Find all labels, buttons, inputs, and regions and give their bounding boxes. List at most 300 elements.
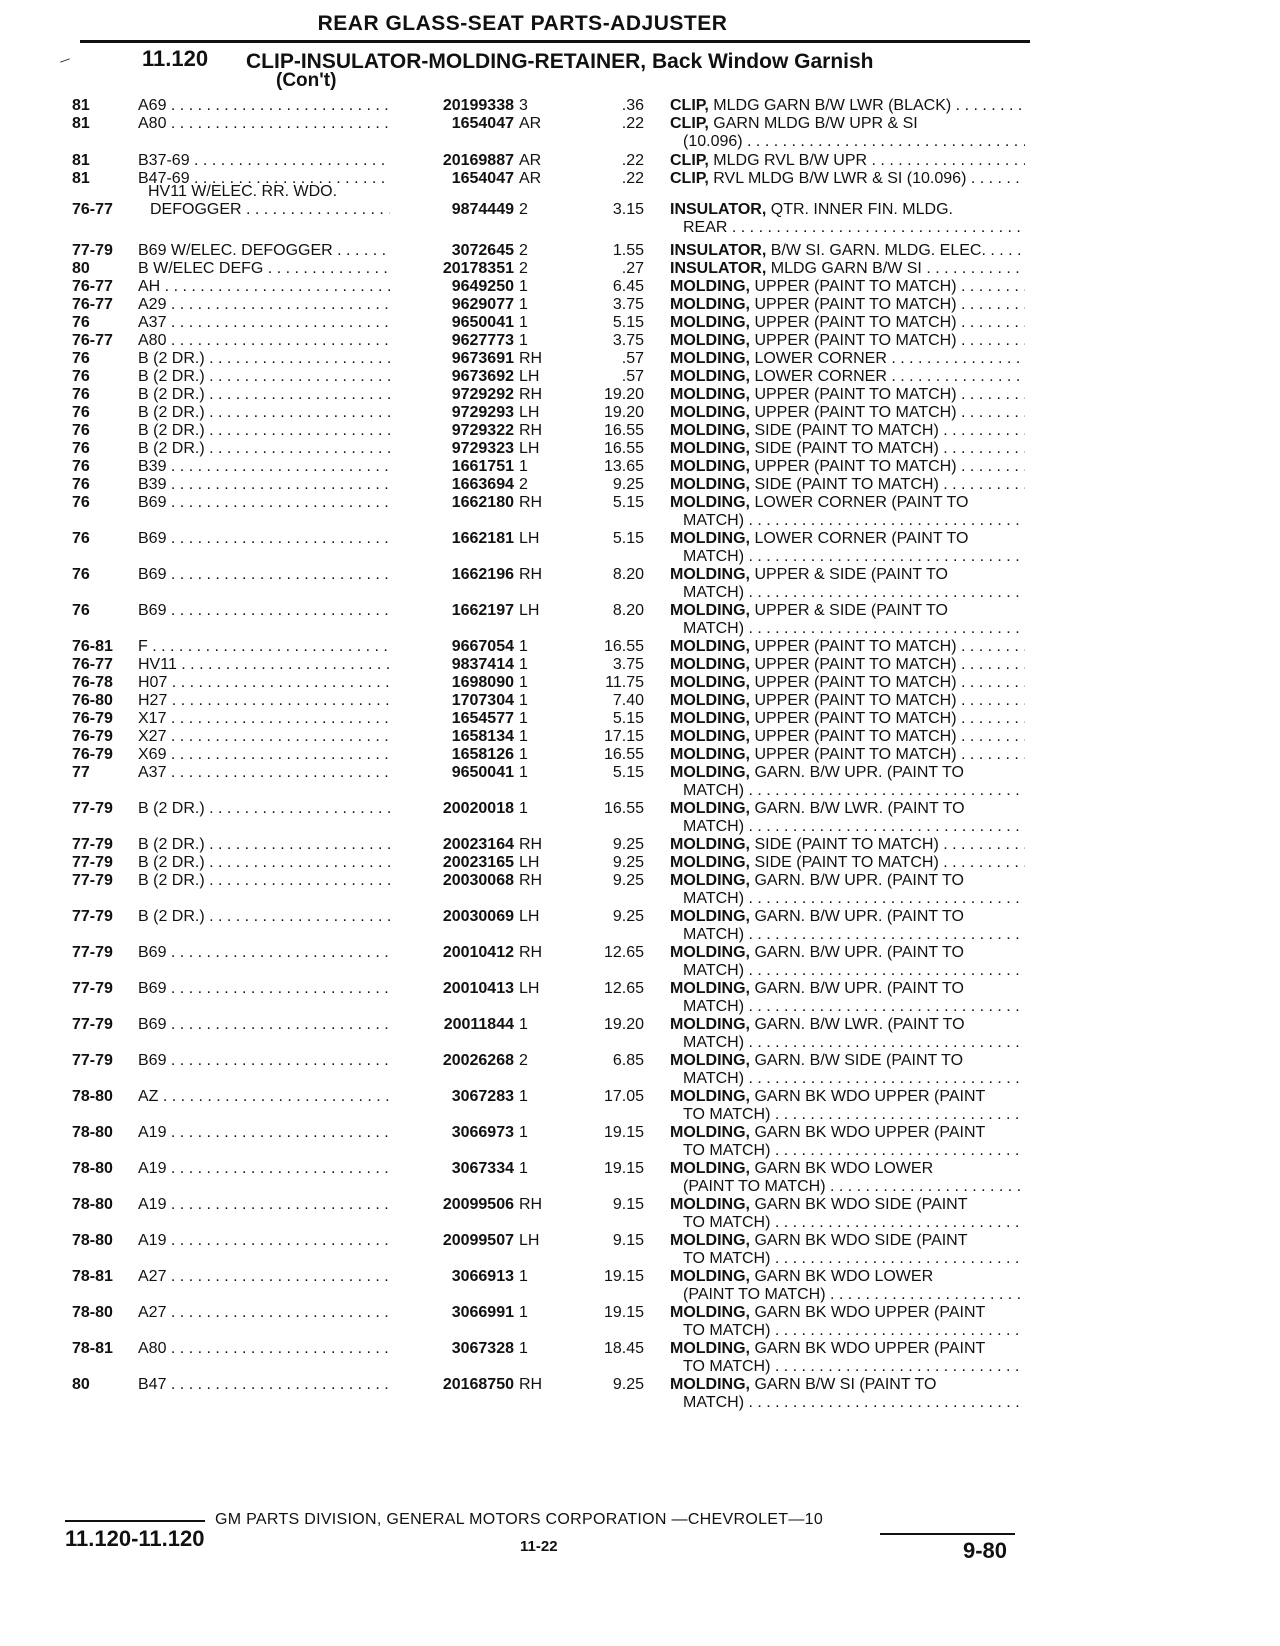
row-description [670,404,1025,422]
row-description-text: UPPER (PAINT TO MATCH) [754,710,957,727]
row-price: 19.20 [603,1016,644,1033]
footer-section-range: 11.120-11.120 [65,1526,205,1551]
row-price: 12.65 [603,980,644,997]
row-year: 76 [72,458,90,475]
row-quantity: RH [519,872,543,889]
row-quantity: 1 [519,1304,528,1321]
row-quantity: 1 [519,638,528,655]
row-model: B69 . . . [138,944,408,962]
row-price: .22 [621,152,644,169]
row-description-continued: MATCH) . . . [683,584,1025,602]
row-description-text: B/W SI. GARN. MLDG. ELEC. [770,242,986,259]
row-part-number: 9729322 [390,422,514,440]
row-quantity: LH [519,854,540,871]
row-description-head: CLIP, [670,115,709,132]
row-description-head: MOLDING, [670,836,750,853]
row-description [670,440,1025,458]
row-price: 9.25 [612,476,644,493]
row-year: 76-79 [72,728,113,745]
row-description-text: MLDG GARN B/W SI [770,260,922,277]
row-quantity: AR [519,115,542,132]
row-year: 78-80 [72,1232,113,1249]
row-model: B69 . . . [138,566,408,584]
row-description [670,296,1025,314]
row-quantity: LH [519,1232,540,1249]
row-description-continued: MATCH) . . . [683,1070,1025,1088]
row-description-text: UPPER (PAINT TO MATCH) [754,278,957,295]
row-year: 76-77 [72,201,113,218]
row-model: B (2 DR.) . . . [138,908,408,926]
row-description-continued: TO MATCH) . . . [683,1142,1025,1160]
row-part-number: 20010412 [390,944,514,962]
row-year: 77 [72,764,90,781]
row-price: 6.85 [612,1052,644,1069]
row-description-head: MOLDING, [670,1160,750,1177]
row-description [670,1304,1025,1322]
row-part-number: 9729292 [390,386,514,404]
row-quantity: 2 [519,201,528,218]
row-year: 76-77 [72,296,113,313]
row-year: 78-80 [72,1196,113,1213]
row-part-number: 1662196 [390,566,514,584]
row-price: .57 [621,350,644,367]
row-part-number: 20168750 [390,1376,514,1394]
row-description-head: MOLDING, [670,602,750,619]
row-model: B (2 DR.) . . . [138,854,408,872]
row-description-text: GARN. B/W SIDE (PAINT TO [754,1052,964,1069]
row-price: 9.25 [612,908,644,925]
row-quantity: 1 [519,1340,528,1357]
row-quantity: LH [519,530,540,547]
row-description-text: GARN. B/W LWR. (PAINT TO [754,1016,965,1033]
row-price: 19.15 [603,1160,644,1177]
row-description-head: MOLDING, [670,692,750,709]
row-price: 9.25 [612,854,644,871]
row-year: 76 [72,566,90,583]
row-description-text: GARN BK WDO SIDE (PAINT [754,1196,968,1213]
row-description-continued: TO MATCH) . . . [683,1358,1025,1376]
row-description-text: QTR. INNER FIN. MLDG. [770,201,953,218]
row-description-text: LOWER CORNER [754,368,887,385]
row-model: X69 . . . [138,746,408,764]
row-price: 11.75 [605,674,644,691]
section-continued: (Con't) [276,70,337,91]
row-price: 19.20 [603,386,644,403]
row-description [670,170,1025,188]
row-description [670,746,1025,764]
row-model: B47-69 . . . [138,170,408,188]
row-quantity: 1 [519,800,528,817]
row-year: 76-79 [72,710,113,727]
row-part-number: 9729323 [390,440,514,458]
row-description [670,1088,1025,1106]
row-description-text: GARN. B/W UPR. (PAINT TO [754,944,964,961]
row-description-head: CLIP, [670,152,709,169]
row-year: 76 [72,314,90,331]
row-description-head: MOLDING, [670,1340,750,1357]
row-part-number: 20178351 [390,260,514,278]
row-price: 19.20 [603,404,644,421]
row-description-text: LOWER CORNER [754,350,887,367]
row-description-head: CLIP, [670,97,709,114]
row-description-continued: (PAINT TO MATCH) . . . [683,1286,1025,1304]
row-part-number: 20023165 [390,854,514,872]
row-price: 12.65 [603,944,644,961]
row-description-text: MLDG RVL B/W UPR [713,152,868,169]
footer-date: 9-80 [963,1538,1008,1563]
row-quantity: 1 [519,314,528,331]
row-price: .36 [621,97,644,114]
row-description-head: MOLDING, [670,944,750,961]
row-description [670,674,1025,692]
title-rule [80,40,1030,43]
row-quantity: LH [519,368,540,385]
row-part-number: 3066973 [390,1124,514,1142]
row-quantity: 1 [519,728,528,745]
row-description [670,1232,1025,1250]
row-quantity: 1 [519,1124,528,1141]
row-year: 76-81 [72,638,113,655]
row-model: B37-69 . . . [138,152,408,170]
row-year: 76-77 [72,278,113,295]
row-description-text: RVL MLDG B/W LWR & SI (10.096) [713,170,967,187]
row-description-text: UPPER (PAINT TO MATCH) [754,296,957,313]
row-price: 5.15 [612,494,644,511]
row-model: B47 . . . [138,1376,408,1394]
row-price: .22 [621,170,644,187]
row-quantity: 2 [519,242,528,259]
row-year: 77-79 [72,1052,113,1069]
row-description [670,476,1025,494]
row-quantity: 1 [519,1088,528,1105]
row-year: 78-81 [72,1340,113,1357]
row-year: 76 [72,368,90,385]
row-description-continued: MATCH) . . . [683,926,1025,944]
row-model: B69 . . . [138,1016,408,1034]
row-price: 3.75 [612,332,644,349]
row-description-text: UPPER (PAINT TO MATCH) [754,314,957,331]
row-description-head: MOLDING, [670,440,750,457]
row-description-text: UPPER & SIDE (PAINT TO [754,566,948,583]
row-description [670,332,1025,350]
row-price: .27 [621,260,644,277]
row-description-text: UPPER (PAINT TO MATCH) [754,746,957,763]
row-price: 9.25 [612,872,644,889]
row-description [670,656,1025,674]
row-price: 1.55 [612,242,644,259]
row-year: 78-80 [72,1124,113,1141]
row-quantity: 2 [519,1052,528,1069]
row-quantity: 1 [519,674,528,691]
row-price: 19.15 [603,1268,644,1285]
row-part-number: 1658134 [390,728,514,746]
row-quantity: 1 [519,332,528,349]
row-description-text: GARN MLDG B/W UPR & SI [713,115,918,132]
row-description-text: SIDE (PAINT TO MATCH) [754,836,939,853]
row-description-head: MOLDING, [670,872,750,889]
row-quantity: LH [519,980,540,997]
row-model: A19 . . . [138,1160,408,1178]
row-model: A69 . . . [138,97,408,115]
row-description-head: MOLDING, [670,710,750,727]
row-description [670,314,1025,332]
row-part-number: 20030068 [390,872,514,890]
row-description-head: MOLDING, [670,368,750,385]
row-year: 76 [72,350,90,367]
row-price: 6.45 [612,278,644,295]
row-model: B69 . . . [138,1052,408,1070]
row-description [670,944,1025,962]
row-model: AH . . . [138,278,408,296]
row-description [670,242,1025,260]
row-description-continued: MATCH) . . . [683,782,1025,800]
row-description-text: GARN BK WDO SIDE (PAINT [754,1232,968,1249]
row-description-text: UPPER (PAINT TO MATCH) [754,656,957,673]
row-quantity: 1 [519,710,528,727]
row-part-number: 9629077 [390,296,514,314]
row-year: 76-77 [72,656,113,673]
section-number: 11.120 [142,46,209,71]
row-model: A80 . . . [138,1340,408,1358]
row-model: A80 . . . [138,115,408,133]
row-description-text: MLDG GARN B/W LWR (BLACK) [713,97,952,114]
row-description [670,201,1025,219]
row-year: 77-79 [72,800,113,817]
row-part-number: 3066991 [390,1304,514,1322]
row-description-head: MOLDING, [670,1376,750,1393]
row-description [670,728,1025,746]
row-description-text: GARN BK WDO UPPER (PAINT [754,1124,986,1141]
row-quantity: LH [519,404,540,421]
row-part-number: 20099506 [390,1196,514,1214]
row-description-text: GARN. B/W UPR. (PAINT TO [754,872,964,889]
row-description-text: GARN. B/W UPR. (PAINT TO [754,980,964,997]
row-model: A27 . . . [138,1268,408,1286]
row-year: 76 [72,476,90,493]
row-price: 5.15 [612,764,644,781]
row-model: B (2 DR.) . . . [138,422,408,440]
row-part-number: 20099507 [390,1232,514,1250]
row-description-head: MOLDING, [670,980,750,997]
row-part-number: 1707304 [390,692,514,710]
row-description [670,350,1025,368]
row-model: B69 . . . [138,530,408,548]
row-description [670,458,1025,476]
row-year: 76 [72,440,90,457]
row-price: 19.15 [603,1124,644,1141]
row-quantity: RH [519,566,543,583]
row-description [670,278,1025,296]
row-part-number: 20010413 [390,980,514,998]
row-price: 3.15 [612,201,644,218]
row-description-text: GARN. B/W UPR. (PAINT TO [754,908,964,925]
row-year: 77-79 [72,980,113,997]
row-year: 81 [72,115,90,132]
row-part-number: 9627773 [390,332,514,350]
row-quantity: RH [519,350,543,367]
row-year: 78-80 [72,1088,113,1105]
row-description-text: UPPER (PAINT TO MATCH) [754,692,957,709]
row-model: B69 . . . [138,602,408,620]
row-model: H07 . . . [138,674,408,692]
row-model: B (2 DR.) . . . [138,800,408,818]
row-description [670,800,1025,818]
footer-page-number: 11-22 [520,1538,558,1555]
row-description-text: GARN BK WDO UPPER (PAINT [754,1340,986,1357]
row-price: 8.20 [612,566,644,583]
row-part-number: 1661751 [390,458,514,476]
row-part-number: 1662181 [390,530,514,548]
row-description-text: GARN. B/W LWR. (PAINT TO [754,800,965,817]
row-description-continued: MATCH) . . . [683,890,1025,908]
row-description-head: MOLDING, [670,1052,750,1069]
row-description-head: CLIP, [670,170,709,187]
row-description-head: MOLDING, [670,350,750,367]
row-model: B (2 DR.) . . . [138,404,408,422]
row-description-text: UPPER (PAINT TO MATCH) [754,674,957,691]
row-price: 5.15 [612,314,644,331]
row-description-text: GARN BK WDO LOWER [754,1160,934,1177]
row-description-head: MOLDING, [670,1124,750,1141]
row-quantity: RH [519,386,543,403]
row-year: 78-80 [72,1304,113,1321]
row-quantity: LH [519,908,540,925]
row-part-number: 20023164 [390,836,514,854]
row-part-number: 1654047 [390,115,514,133]
row-description-head: MOLDING, [670,746,750,763]
row-part-number: 20030069 [390,908,514,926]
row-description [670,260,1025,278]
row-year: 76 [72,530,90,547]
row-description [670,1016,1025,1034]
row-part-number: 9837414 [390,656,514,674]
row-year: 81 [72,152,90,169]
row-quantity: 1 [519,692,528,709]
row-quantity: 1 [519,458,528,475]
row-quantity: 2 [519,260,528,277]
row-price: 16.55 [603,746,644,763]
row-quantity: 1 [519,764,528,781]
row-description-head: MOLDING, [670,530,750,547]
row-description-continued: MATCH) . . . [683,818,1025,836]
row-description-head: MOLDING, [670,458,750,475]
row-model-prefix: HV11 W/ELEC. RR. WDO. [148,183,338,200]
row-description-text: GARN BK WDO UPPER (PAINT [754,1304,986,1321]
footer-rule-left [65,1520,205,1522]
row-model: A19 . . . [138,1232,408,1250]
row-quantity: RH [519,422,543,439]
row-description [670,530,1025,548]
row-description [670,980,1025,998]
row-description-head: MOLDING, [670,638,750,655]
row-description-head: MOLDING, [670,278,750,295]
row-description-text: GARN BK WDO LOWER [754,1268,934,1285]
row-quantity: RH [519,944,543,961]
row-description-head: MOLDING, [670,386,750,403]
row-quantity: LH [519,602,540,619]
row-model: B (2 DR.) . . . [138,836,408,854]
row-year: 76 [72,404,90,421]
row-description-text: UPPER & SIDE (PAINT TO [754,602,948,619]
row-quantity: RH [519,1196,543,1213]
row-part-number: 9874449 [390,201,514,219]
row-model: B W/ELEC DEFG . . . [138,260,408,278]
row-part-number: 1654577 [390,710,514,728]
row-year: 80 [72,260,90,277]
row-quantity: 1 [519,278,528,295]
row-description-head: INSULATOR, [670,242,767,259]
row-price: 19.15 [603,1304,644,1321]
row-description-text: UPPER (PAINT TO MATCH) [754,458,957,475]
row-price: 17.05 [603,1088,644,1105]
row-price: .22 [621,115,644,132]
row-description [670,566,1025,584]
row-year: 76 [72,386,90,403]
row-year: 76 [72,602,90,619]
row-model: AZ . . . [138,1088,408,1106]
row-year: 78-80 [72,1160,113,1177]
row-model: A80 . . . [138,332,408,350]
row-description-head: MOLDING, [670,1232,750,1249]
row-description [670,1340,1025,1358]
row-part-number: 9673691 [390,350,514,368]
row-part-number: 9650041 [390,314,514,332]
row-price: 8.20 [612,602,644,619]
row-model: B39 . . . [138,458,408,476]
row-price: 16.55 [603,422,644,439]
row-description-head: MOLDING, [670,728,750,745]
row-description [670,386,1025,404]
row-year: 76-78 [72,674,113,691]
row-price: 5.15 [612,710,644,727]
row-quantity: RH [519,836,543,853]
row-description-head: MOLDING, [670,1196,750,1213]
row-price: .57 [621,368,644,385]
row-description-continued: TO MATCH) . . . [683,1322,1025,1340]
page-title: REAR GLASS-SEAT PARTS-ADJUSTER [317,12,728,35]
row-description-continued: MATCH) . . . [683,962,1025,980]
row-description [670,1160,1025,1178]
row-description-text: SIDE (PAINT TO MATCH) [754,854,939,871]
row-description-continued: TO MATCH) . . . [683,1250,1025,1268]
row-description [670,97,1025,115]
row-year: 81 [72,170,90,187]
row-model: B69 W/ELEC. DEFOGGER . . . [138,242,408,260]
row-price: 13.65 [603,458,644,475]
row-model: B39 . . . [138,476,408,494]
row-description-text: UPPER (PAINT TO MATCH) [754,332,957,349]
row-description-continued: MATCH) . . . [683,998,1025,1016]
row-year: 77-79 [72,854,113,871]
row-year: 81 [72,97,90,114]
row-part-number: 1658126 [390,746,514,764]
row-part-number: 9729293 [390,404,514,422]
row-quantity: LH [519,440,540,457]
row-description-text: UPPER (PAINT TO MATCH) [754,386,957,403]
row-part-number: 1654047 [390,170,514,188]
row-model: HV11 . . . [138,656,408,674]
row-description [670,638,1025,656]
row-part-number: 3067283 [390,1088,514,1106]
row-quantity: 1 [519,1160,528,1177]
row-description-head: INSULATOR, [670,201,767,218]
row-description-text: GARN BK WDO UPPER (PAINT [754,1088,986,1105]
row-description-continued: TO MATCH) . . . [683,1214,1025,1232]
row-model: B (2 DR.) . . . [138,350,408,368]
row-price: 3.75 [612,296,644,313]
row-year: 77-79 [72,836,113,853]
row-part-number: 1662197 [390,602,514,620]
